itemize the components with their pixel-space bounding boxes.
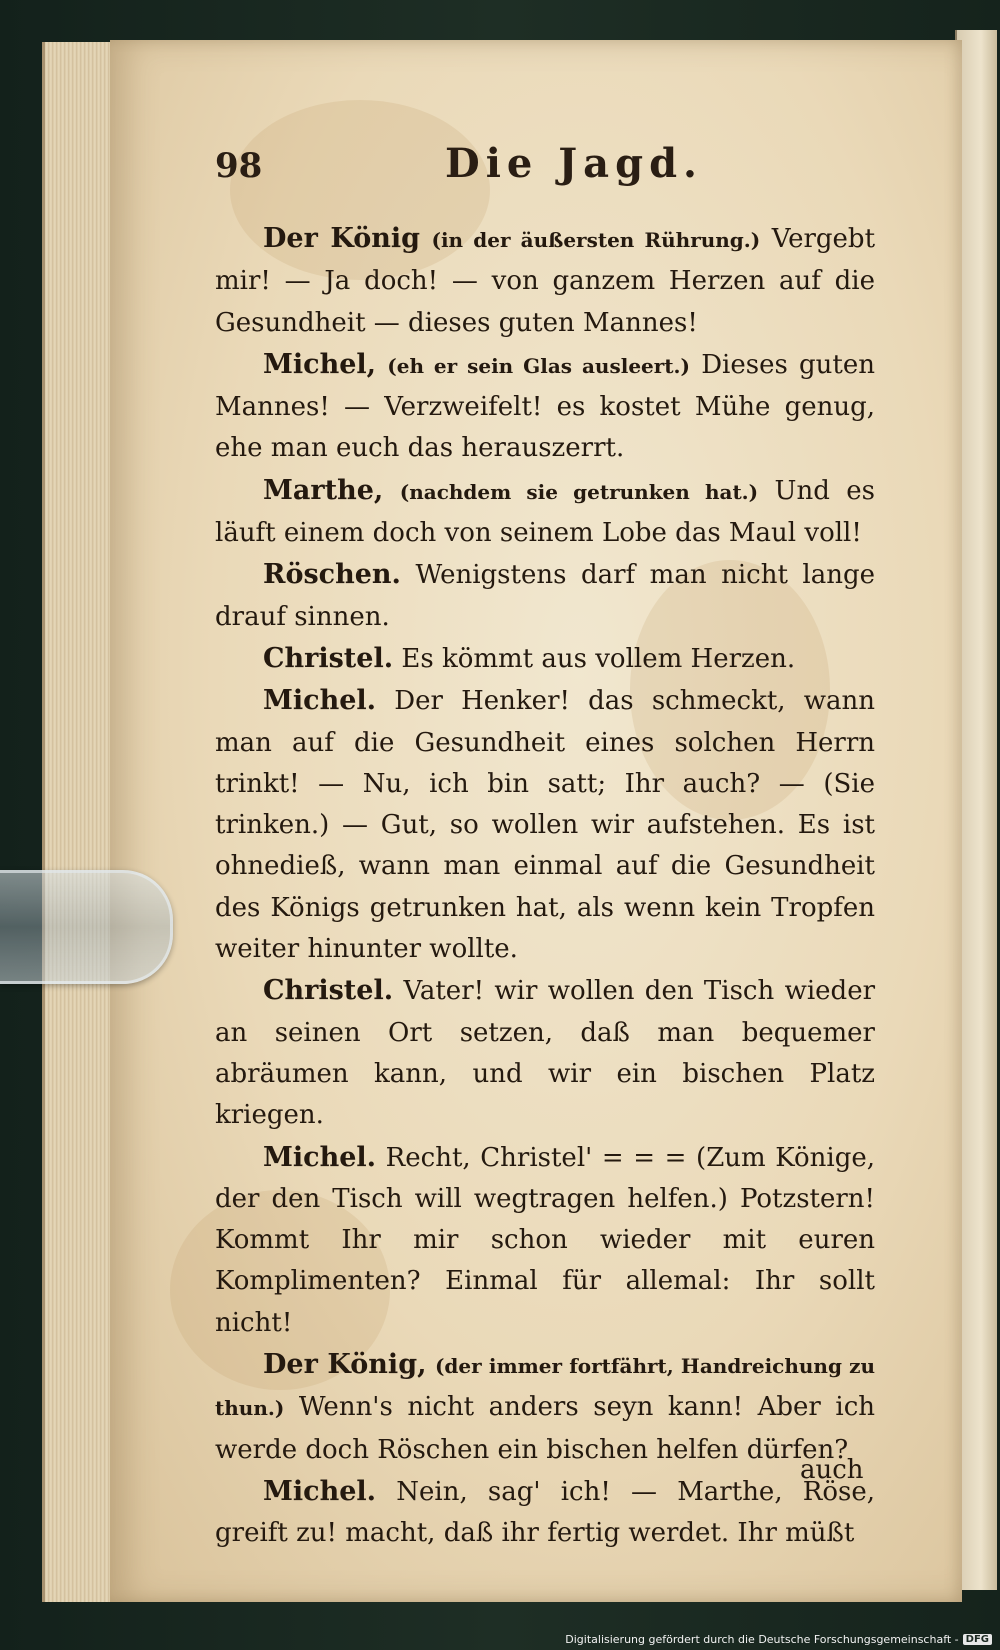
- page-header: [215, 140, 875, 200]
- digitization-credit: [565, 1633, 992, 1646]
- body-text: [215, 218, 875, 1555]
- speaker-name: Christel.: [263, 642, 394, 674]
- running-head: Die Jagd.: [445, 140, 703, 187]
- paragraph: [215, 218, 875, 344]
- dialogue-text: Vergebt mir! — Ja doch! — von ganzem Herzen auf die Gesundheit — dieses guten Mannes!: [215, 224, 876, 338]
- paragraph: [215, 344, 875, 470]
- paragraph: [215, 638, 875, 680]
- catchword: auch: [800, 1455, 864, 1485]
- dialogue-text: Und es läuft einem doch von seinem Lobe das Maul voll!: [215, 475, 876, 549]
- stage-direction: (der immer fortfährt, Handreichung zu thun.): [215, 1354, 876, 1421]
- stage-direction: (eh er sein Glas ausleert.): [387, 353, 690, 378]
- dialogue-text: Dieses guten Mannes! — Verzweifelt! es kostet Mühe genug, ehe man euch das herauszerrt.: [215, 349, 875, 464]
- speaker-name: Michel.: [263, 1475, 377, 1507]
- dialogue-text: Wenn's nicht anders seyn kann! Aber ich werde doch Röschen ein bischen helfen dürfen?: [215, 1392, 876, 1465]
- dfg-logo: DFG: [963, 1634, 992, 1645]
- page-number: 98: [215, 146, 263, 186]
- speaker-name: Michel,: [263, 348, 377, 380]
- dialogue-text: Nein, sag' ich! — Marthe, Röse, greift zu! macht, daß ihr fertig werdet. Ihr müßt: [215, 1476, 875, 1549]
- dialogue-text: Recht, Christel' = = = (Zum Könige, der den Tisch will wegtragen helfen.) Potzstern! Kommt Ihr mir schon wieder mit euren Komplimenten? Einmal für allemal: Ihr sollt nicht!: [215, 1142, 875, 1338]
- paragraph: [215, 970, 875, 1136]
- speaker-name: Michel.: [263, 685, 377, 717]
- speaker-name: Christel.: [263, 975, 394, 1007]
- stage-direction: (nachdem sie getrunken hat.): [399, 479, 759, 504]
- speaker-name: Der König: [263, 223, 421, 254]
- dialogue-text: Es kömmt aus vollem Herzen.: [401, 643, 796, 674]
- page-marker-clip: [0, 870, 173, 984]
- speaker-name: Röschen.: [263, 559, 401, 591]
- speaker-name: Marthe,: [263, 474, 384, 506]
- paragraph: [215, 1137, 875, 1344]
- paragraph: [215, 470, 875, 555]
- paragraph: [215, 554, 875, 638]
- speaker-name: Der König,: [263, 1349, 427, 1381]
- credit-text: Digitalisierung gefördert durch die Deutsche Forschungsgemeinschaft -: [565, 1633, 959, 1646]
- speaker-name: Michel.: [263, 1141, 377, 1173]
- dialogue-text: Vater! wir wollen den Tisch wieder an seinen Ort setzen, daß man bequemer abräumen kann, und wir ein bischen Platz kriegen.: [215, 976, 876, 1131]
- paragraph: [215, 1344, 875, 1471]
- paragraph: [215, 1471, 875, 1555]
- paragraph: [215, 680, 875, 970]
- dialogue-text: Wenigstens darf man nicht lange drauf sinnen.: [215, 560, 876, 632]
- dialogue-text: Der Henker! das schmeckt, wann man auf die Gesundheit eines solchen Herrn trinkt! — Nu, ich bin satt; Ihr auch? — (Sie trinken.) — Gut, so wollen wir aufstehen. Es ist ohnedieß, wann man einmal auf die Gesundheit des Königs getrunken hat, als wenn kein Tropfen weiter hinunter wollte.: [215, 686, 876, 965]
- stage-direction: (in der äußersten Rührung.): [431, 228, 761, 252]
